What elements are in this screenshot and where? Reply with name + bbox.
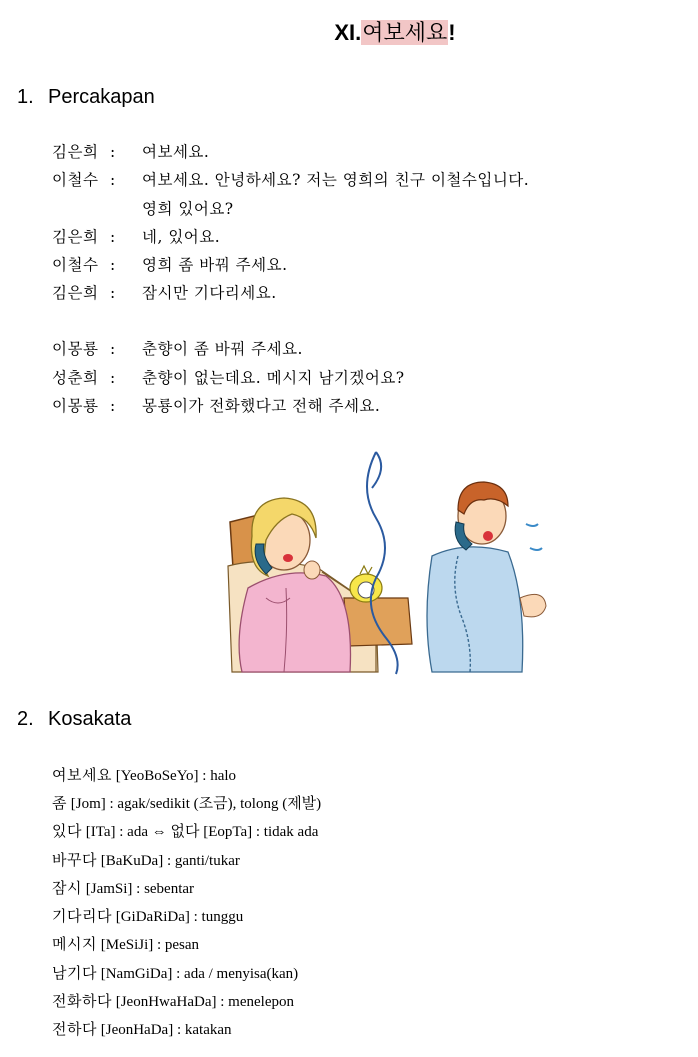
- vocab-korean: 있다: [52, 822, 82, 840]
- vocab-meaning: [JamSi] : sebentar: [81, 881, 195, 897]
- vocab-korean: 좀: [52, 794, 67, 812]
- utterance: 춘향이 없는데요. 메시지 남기겠어요?: [142, 369, 405, 387]
- vocab-korean: 전화하다: [52, 992, 112, 1010]
- vocab-meaning: [ITa] : ada ⇔ 없다 [EopTa] : tidak ada: [81, 824, 319, 840]
- section-number: 2.: [17, 708, 34, 730]
- utterance: 네, 있어요.: [142, 228, 221, 246]
- vocab-meaning: [BaKuDa] : ganti/tukar: [96, 853, 240, 869]
- vocab-item: [52, 762, 236, 788]
- page-title: [0, 18, 698, 48]
- vocab-korean: 남기다: [52, 964, 97, 982]
- speaker-colon: :: [110, 256, 116, 274]
- speaker-name: 이철수: [52, 171, 99, 189]
- vocab-meaning: [NamGiDa] : ada / menyisa(kan): [96, 966, 299, 982]
- vocab-item: [52, 847, 240, 873]
- speaker-colon: :: [110, 284, 116, 302]
- speaker-colon: :: [110, 143, 116, 161]
- speaker-name: 김은희: [52, 284, 99, 302]
- vocab-item: [52, 960, 298, 986]
- speaker-name: 이몽룡: [52, 397, 99, 415]
- speaker-name: 김은희: [52, 143, 99, 161]
- vocab-meaning: [GiDaRiDa] : tunggu: [111, 909, 244, 925]
- section-title: Percakapan: [48, 86, 155, 108]
- speaker-colon: :: [110, 340, 116, 358]
- vocab-item: [52, 875, 194, 901]
- section-heading-kosakata: [17, 706, 131, 732]
- vocab-meaning: [YeoBoSeYo] : halo: [111, 768, 237, 784]
- speaker-name: 이철수: [52, 256, 99, 274]
- speaker-colon: :: [110, 171, 116, 189]
- section-number: 1.: [17, 86, 34, 108]
- utterance: 영희 좀 바꿔 주세요.: [142, 256, 288, 274]
- vocab-item: [52, 1016, 232, 1042]
- vocab-korean: 바꾸다: [52, 851, 97, 869]
- speaker-name: 성춘희: [52, 369, 99, 387]
- vocab-korean: 여보세요: [52, 766, 112, 784]
- section-heading-percakapan: [17, 84, 155, 110]
- vocab-meaning: [Jom] : agak/sedikit (조금), tolong (제발): [67, 796, 322, 812]
- utterance: 몽룡이가 전화했다고 전해 주세요.: [142, 397, 381, 415]
- vocab-korean: 메시지: [52, 935, 97, 953]
- vocab-korean: 기다리다: [52, 907, 112, 925]
- vocab-item: [52, 988, 294, 1014]
- title-prefix: XI.: [334, 20, 362, 45]
- title-suffix: !: [448, 20, 456, 45]
- utterance: 영희 있어요?: [142, 200, 234, 218]
- speaker-name: 이몽룡: [52, 340, 99, 358]
- vocab-item: [52, 931, 199, 957]
- utterance: 여보세요.: [142, 143, 210, 161]
- speaker-colon: :: [110, 369, 116, 387]
- speaker-colon: :: [110, 397, 116, 415]
- vocab-meaning: [MeSiJi] : pesan: [96, 937, 200, 953]
- utterance: 잠시만 기다리세요.: [142, 284, 277, 302]
- phone-call-illustration: [226, 448, 566, 676]
- vocab-korean: 전하다: [52, 1020, 97, 1038]
- vocab-korean: 잠시: [52, 879, 82, 897]
- vocab-item: [52, 903, 243, 929]
- vocab-item: [52, 790, 321, 816]
- utterance: 여보세요. 안녕하세요? 저는 영희의 친구 이철수입니다.: [142, 171, 530, 189]
- title-highlight: 여보세요: [362, 20, 448, 45]
- vocab-meaning: [JeonHwaHaDa] : menelepon: [111, 994, 294, 1010]
- vocab-meaning: [JeonHaDa] : katakan: [96, 1022, 232, 1038]
- speaker-name: 김은희: [52, 228, 99, 246]
- vocab-item: [52, 818, 318, 844]
- section-title: Kosakata: [48, 708, 132, 730]
- speaker-colon: :: [110, 228, 116, 246]
- utterance: 춘향이 좀 바꿔 주세요.: [142, 340, 303, 358]
